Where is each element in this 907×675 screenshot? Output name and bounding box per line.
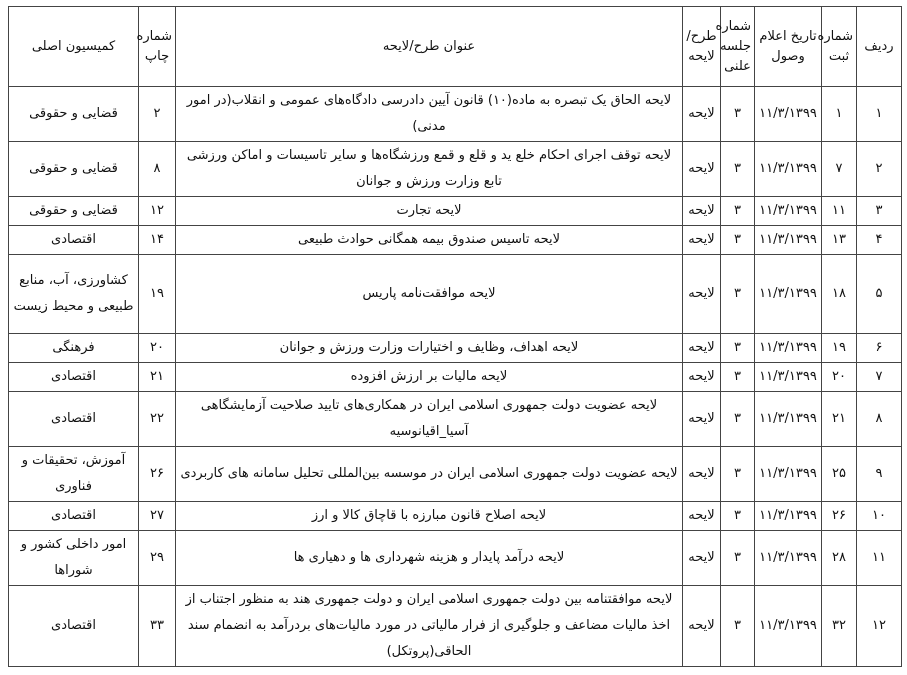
table-row — [9, 363, 902, 392]
header-print-number: شماره چاپ — [139, 7, 176, 87]
table-row — [9, 586, 902, 667]
cell-type: لایحه — [683, 226, 721, 255]
cell-session-number: ۳ — [721, 363, 755, 392]
cell-radif: ۱۲ — [857, 586, 902, 667]
cell-date-wrap — [755, 226, 822, 255]
cell-date-wrap — [755, 87, 822, 142]
cell-radif: ۱۱ — [857, 531, 902, 586]
cell-commission: اقتصادی — [9, 502, 139, 531]
cell-registration-number: ۳۲ — [822, 586, 857, 667]
cell-commission: اقتصادی — [9, 363, 139, 392]
cell-type: لایحه — [683, 392, 721, 447]
cell-radif: ۵ — [857, 255, 902, 334]
header-radif: ردیف — [857, 7, 902, 87]
bills-table — [8, 6, 902, 667]
cell-radif: ۶ — [857, 334, 902, 363]
cell-registration-number: ۱۹ — [822, 334, 857, 363]
cell-commission: آموزش، تحقیقات و فناوری — [9, 447, 139, 502]
cell-title: لایحه موافقتنامه بین دولت جمهوری اسلامی ایران و دولت جمهوری هند به منظور اجتناب از اخذ مالیات مضاعف و جلوگیری از فرار مالیاتی در مورد مالیات‌های بردرآمد به انضمام سند الحاقی(پروتکل) — [176, 586, 683, 667]
cell-receipt-date: ۱۱/۳/۱۳۹۹ — [759, 232, 817, 247]
table-row — [9, 197, 902, 226]
cell-print-number: ۱۲ — [139, 197, 176, 226]
table-row — [9, 531, 902, 586]
cell-registration-number: ۱۱ — [822, 197, 857, 226]
cell-title: لایحه مالیات بر ارزش افزوده — [176, 363, 683, 392]
header-receipt-date: تاریخ اعلام وصول — [755, 7, 822, 87]
cell-receipt-date: ۱۱/۳/۱۳۹۹ — [759, 369, 817, 384]
cell-session-number: ۳ — [721, 334, 755, 363]
cell-session-number: ۳ — [721, 142, 755, 197]
cell-session-number: ۳ — [721, 255, 755, 334]
cell-registration-number: ۱۳ — [822, 226, 857, 255]
cell-title: لایحه عضویت دولت جمهوری اسلامی ایران در موسسه بین‌المللی تحلیل سامانه های کاربردی — [176, 447, 683, 502]
cell-type: لایحه — [683, 197, 721, 226]
cell-commission: امور داخلی کشور و شوراها — [9, 531, 139, 586]
cell-type: لایحه — [683, 142, 721, 197]
cell-commission: قضایی و حقوقی — [9, 87, 139, 142]
table-row — [9, 226, 902, 255]
cell-print-number: ۲۹ — [139, 531, 176, 586]
cell-receipt-date: ۱۱/۳/۱۳۹۹ — [759, 286, 817, 301]
table-row — [9, 255, 902, 334]
cell-date-wrap — [755, 447, 822, 502]
cell-receipt-date: ۱۱/۳/۱۳۹۹ — [759, 161, 817, 176]
cell-type: لایحه — [683, 586, 721, 667]
cell-session-number: ۳ — [721, 502, 755, 531]
cell-receipt-date: ۱۱/۳/۱۳۹۹ — [759, 508, 817, 523]
cell-title: لایحه تاسیس صندوق بیمه همگانی حوادث طبیعی — [176, 226, 683, 255]
table-row — [9, 447, 902, 502]
cell-date-wrap — [755, 392, 822, 447]
cell-session-number: ۳ — [721, 586, 755, 667]
cell-session-number: ۳ — [721, 447, 755, 502]
cell-print-number: ۸ — [139, 142, 176, 197]
cell-print-number: ۲۷ — [139, 502, 176, 531]
cell-receipt-date: ۱۱/۳/۱۳۹۹ — [759, 550, 817, 565]
cell-date-wrap — [755, 334, 822, 363]
cell-type: لایحه — [683, 502, 721, 531]
cell-session-number: ۳ — [721, 392, 755, 447]
cell-commission: اقتصادی — [9, 226, 139, 255]
cell-type: لایحه — [683, 87, 721, 142]
cell-title: لایحه الحاق یک تبصره به ماده(۱۰) قانون آیین دادرسی دادگاه‌های عمومی و انقلاب(در امور مدنی) — [176, 87, 683, 142]
header-row — [9, 7, 902, 87]
cell-radif: ۱۰ — [857, 502, 902, 531]
cell-registration-number: ۱۸ — [822, 255, 857, 334]
cell-title: لایحه عضویت دولت جمهوری اسلامی ایران در همکاری‌های تایید صلاحیت آزمایشگاهی آسیا_اقیانوسیه — [176, 392, 683, 447]
cell-radif: ۷ — [857, 363, 902, 392]
cell-print-number: ۳۳ — [139, 586, 176, 667]
cell-receipt-date: ۱۱/۳/۱۳۹۹ — [759, 466, 817, 481]
header-commission: کمیسیون اصلی — [9, 7, 139, 87]
cell-print-number: ۲۶ — [139, 447, 176, 502]
cell-date-wrap — [755, 255, 822, 334]
header-registration-number: شماره ثبت — [822, 7, 857, 87]
cell-session-number: ۳ — [721, 531, 755, 586]
cell-session-number: ۳ — [721, 197, 755, 226]
table-row — [9, 392, 902, 447]
cell-registration-number: ۲۱ — [822, 392, 857, 447]
cell-date-wrap — [755, 502, 822, 531]
cell-radif: ۴ — [857, 226, 902, 255]
cell-commission: قضایی و حقوقی — [9, 142, 139, 197]
cell-session-number: ۳ — [721, 226, 755, 255]
cell-receipt-date: ۱۱/۳/۱۳۹۹ — [759, 340, 817, 355]
cell-receipt-date: ۱۱/۳/۱۳۹۹ — [759, 618, 817, 633]
cell-radif: ۳ — [857, 197, 902, 226]
cell-commission: اقتصادی — [9, 586, 139, 667]
cell-type: لایحه — [683, 531, 721, 586]
cell-registration-number: ۲۰ — [822, 363, 857, 392]
table-row — [9, 142, 902, 197]
cell-date-wrap — [755, 197, 822, 226]
cell-receipt-date: ۱۱/۳/۱۳۹۹ — [759, 411, 817, 426]
cell-type: لایحه — [683, 363, 721, 392]
cell-receipt-date: ۱۱/۳/۱۳۹۹ — [759, 203, 817, 218]
cell-title: لایحه اصلاح قانون مبارزه با قاچاق کالا و ارز — [176, 502, 683, 531]
table-row — [9, 334, 902, 363]
cell-registration-number: ۷ — [822, 142, 857, 197]
cell-date-wrap — [755, 142, 822, 197]
cell-registration-number: ۲۶ — [822, 502, 857, 531]
cell-print-number: ۲۱ — [139, 363, 176, 392]
cell-title: لایحه اهداف، وظایف و اختیارات وزارت ورزش و جوانان — [176, 334, 683, 363]
cell-title: لایحه موافقت‌نامه پاریس — [176, 255, 683, 334]
cell-commission: کشاورزی، آب، منابع طبیعی و محیط زیست — [9, 255, 139, 334]
header-type: طرح/ لایحه — [683, 7, 721, 87]
cell-print-number: ۱۴ — [139, 226, 176, 255]
cell-commission: فرهنگی — [9, 334, 139, 363]
cell-session-number: ۳ — [721, 87, 755, 142]
cell-type: لایحه — [683, 255, 721, 334]
cell-radif: ۱ — [857, 87, 902, 142]
cell-commission: قضایی و حقوقی — [9, 197, 139, 226]
cell-registration-number: ۲۸ — [822, 531, 857, 586]
cell-receipt-date: ۱۱/۳/۱۳۹۹ — [759, 106, 817, 121]
table-row — [9, 502, 902, 531]
cell-registration-number: ۱ — [822, 87, 857, 142]
cell-commission: اقتصادی — [9, 392, 139, 447]
cell-print-number: ۲۰ — [139, 334, 176, 363]
cell-radif: ۹ — [857, 447, 902, 502]
cell-date-wrap — [755, 363, 822, 392]
cell-title: لایحه درآمد پایدار و هزینه شهرداری ها و دهیاری ها — [176, 531, 683, 586]
cell-print-number: ۱۹ — [139, 255, 176, 334]
cell-date-wrap — [755, 531, 822, 586]
cell-radif: ۸ — [857, 392, 902, 447]
cell-print-number: ۲ — [139, 87, 176, 142]
header-title: عنوان طرح/لایحه — [176, 7, 683, 87]
cell-print-number: ۲۲ — [139, 392, 176, 447]
cell-type: لایحه — [683, 334, 721, 363]
table-row — [9, 87, 902, 142]
cell-date-wrap — [755, 586, 822, 667]
cell-registration-number: ۲۵ — [822, 447, 857, 502]
cell-type: لایحه — [683, 447, 721, 502]
cell-radif: ۲ — [857, 142, 902, 197]
cell-title: لایحه تجارت — [176, 197, 683, 226]
header-session-number: شماره جلسه علنی — [721, 7, 755, 87]
cell-title: لایحه توقف اجرای احکام خلع ید و قلع و قمع ورزشگاه‌ها و سایر تاسیسات و اماکن ورزشی تابع وزارت ورزش و جوانان — [176, 142, 683, 197]
